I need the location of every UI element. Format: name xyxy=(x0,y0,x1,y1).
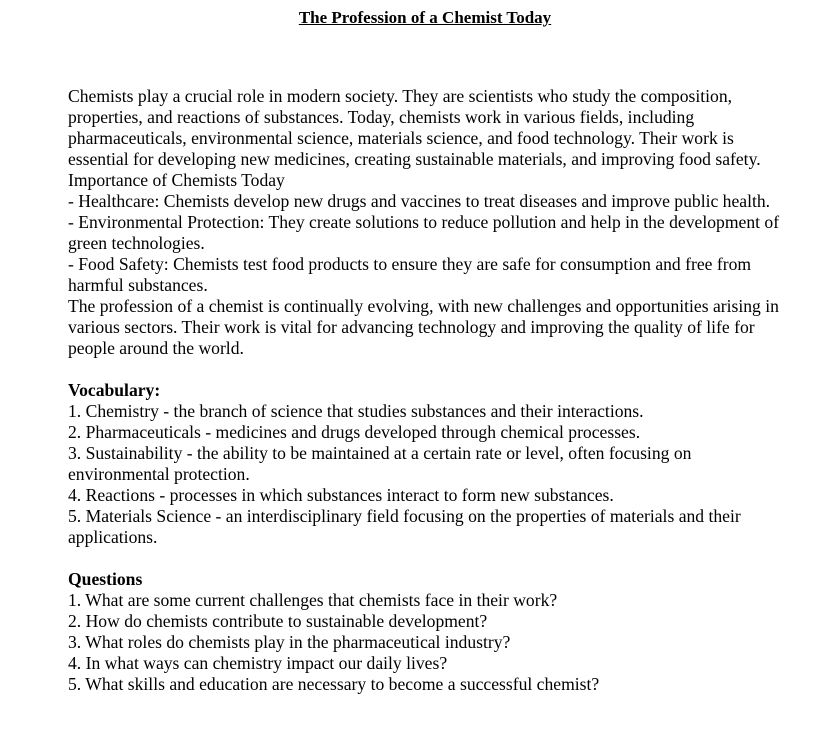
vocabulary-item: 1. Chemistry - the branch of science that studies substances and their interactions. xyxy=(68,401,644,421)
importance-item-healthcare: - Healthcare: Chemists develop new drugs and vaccines to treat diseases and improve public health. xyxy=(68,191,771,211)
importance-item-food-safety: - Food Safety: Chemists test food products to ensure they are safe for consumption and free from harmful substances. xyxy=(68,254,752,295)
vocabulary-item: 4. Reactions - processes in which substances interact to form new substances. xyxy=(68,485,614,505)
vocabulary-item: 5. Materials Science - an interdisciplinary field focusing on the properties of materials and their applications. xyxy=(68,506,741,547)
question-item: 1. What are some current challenges that chemists face in their work? xyxy=(68,590,558,610)
conclusion-paragraph: The profession of a chemist is continually evolving, with new challenges and opportunities arising in various sectors. Their work is vital for advancing technology and improving the quality of life for people around the world. xyxy=(68,296,779,358)
importance-heading: Importance of Chemists Today xyxy=(68,170,285,190)
vocabulary-heading: Vocabulary: xyxy=(68,380,161,400)
section-spacer xyxy=(68,548,788,569)
vocabulary-item: 3. Sustainability - the ability to be maintained at a certain rate or level, often focusing on environmental protection. xyxy=(68,443,692,484)
questions-heading: Questions xyxy=(68,569,143,589)
question-item: 3. What roles do chemists play in the pharmaceutical industry? xyxy=(68,632,511,652)
section-spacer xyxy=(68,359,788,380)
vocabulary-item: 2. Pharmaceuticals - medicines and drugs developed through chemical processes. xyxy=(68,422,641,442)
document-title: The Profession of a Chemist Today xyxy=(298,8,552,27)
importance-item-environment: - Environmental Protection: They create solutions to reduce pollution and help in the development of green technologies. xyxy=(68,212,780,253)
question-item: 5. What skills and education are necessary to become a successful chemist? xyxy=(68,674,600,694)
question-item: 4. In what ways can chemistry impact our daily lives? xyxy=(68,653,448,673)
question-item: 2. How do chemists contribute to sustainable development? xyxy=(68,611,488,631)
intro-paragraph: Chemists play a crucial role in modern society. They are scientists who study the composition, properties, and reactions of substances. Today, chemists work in various fields, including pharmaceuticals, environmental science, materials science, and food technology. Their work is essential for developing new medicines, creating sustainable materials, and improving food safety. xyxy=(68,86,761,169)
document-body xyxy=(68,86,788,695)
